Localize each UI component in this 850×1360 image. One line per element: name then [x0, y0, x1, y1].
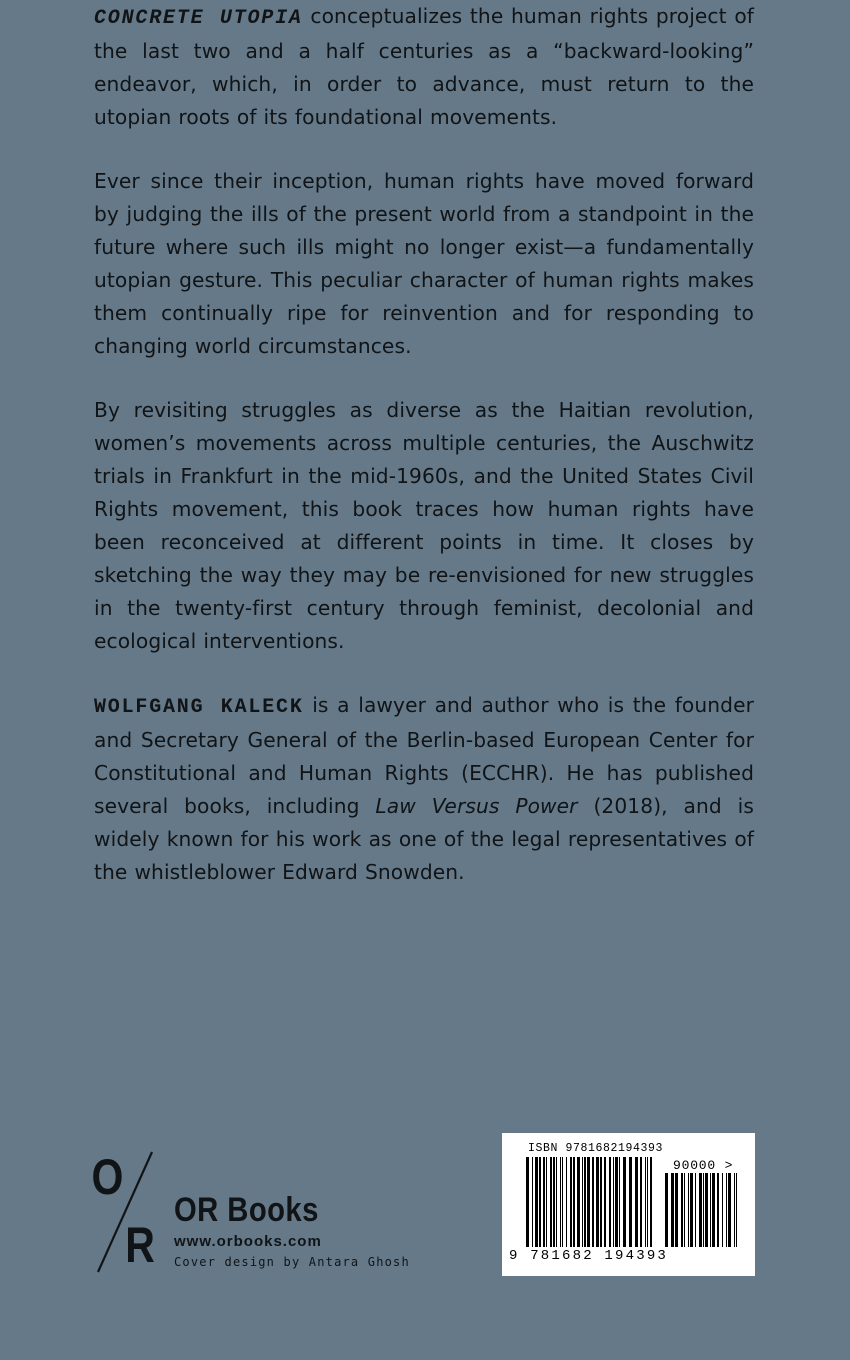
barcode-stripe — [722, 1173, 723, 1247]
or-books-logo — [90, 1150, 160, 1274]
barcode-stripe — [736, 1173, 737, 1247]
barcode-stripe — [535, 1157, 538, 1247]
barcode-stripe — [570, 1157, 572, 1247]
barcode-stripe — [623, 1157, 626, 1247]
barcode-stripe — [688, 1173, 689, 1247]
barcode-stripe — [596, 1157, 599, 1247]
cover-design-credit: Cover design by Antara Ghosh — [174, 1255, 410, 1269]
blurb-paragraph-2 — [94, 165, 754, 363]
blurb-paragraph-3 — [94, 394, 754, 658]
barcode-stripe — [717, 1173, 719, 1247]
isbn-barcode — [502, 1133, 755, 1276]
barcode-stripe — [543, 1157, 545, 1247]
author-name-lead: WOLFGANG KALECK — [94, 696, 304, 719]
blurb-text-1: conceptualizes the human rights project of the last two and a half centuries as a “backward-looking” endeavor, which, in order to advance, must return to the utopian roots of its foundational movements. — [94, 4, 754, 129]
barcode-stripe — [645, 1157, 646, 1247]
barcode-stripe — [665, 1173, 668, 1247]
barcode-stripe — [695, 1173, 696, 1247]
author-bio-text-after: (2018), and is widely known for his work as one of the legal representatives of the whistleblower Edward Snowden. — [94, 794, 754, 884]
barcode-stripe — [600, 1157, 602, 1247]
barcode-stripe — [562, 1157, 563, 1247]
barcode-stripe — [705, 1173, 708, 1247]
barcode-stripe — [584, 1157, 586, 1247]
barcode-stripe — [592, 1157, 594, 1247]
barcode-stripe — [587, 1157, 590, 1247]
blurb-text-3: By revisiting struggles as diverse as the Haitian revolution, women’s movements across multiple centuries, the Auschwitz trials in Frankfurt in the mid-1960s, and the United States Civil Rights movement, this book traces how human rights have been reconceived at different points in time. It closes by sketching the way they may be re-envisioned for new struggles in the twenty-first century through feminist, decolonial and ecological interventions. — [94, 398, 754, 653]
barcode-stripe — [566, 1157, 567, 1247]
barcode-stripe — [650, 1157, 652, 1247]
price-code-label: 90000 > — [673, 1158, 734, 1173]
barcode-stripe — [577, 1157, 580, 1247]
barcode-stripe — [640, 1157, 642, 1247]
barcode-stripe — [556, 1157, 557, 1247]
author-bio — [94, 689, 754, 889]
barcode-stripe — [526, 1157, 529, 1247]
barcode-stripe — [619, 1157, 620, 1247]
barcode-stripe — [553, 1157, 555, 1247]
barcode-stripe — [546, 1157, 547, 1247]
blurb-text-2: Ever since their inception, human rights have moved forward by judging the ills of the present world from a standpoint in the future where such ills might no longer exist—a fundamentally utopian gesture. This peculiar character of human rights makes them continually ripe for reinvention and for responding to changing world circumstances. — [94, 169, 754, 358]
barcode-stripe — [532, 1157, 533, 1247]
barcode-stripe — [684, 1173, 685, 1247]
barcode-stripe — [726, 1173, 727, 1247]
barcode-stripe — [675, 1173, 678, 1247]
book-title-lead: CONCRETE UTOPIA — [94, 7, 303, 30]
barcode-stripe — [573, 1157, 575, 1247]
barcode-stripe — [615, 1157, 618, 1247]
barcode-stripe — [550, 1157, 552, 1247]
barcode-stripe — [609, 1157, 611, 1247]
barcode-stripe — [728, 1173, 731, 1247]
barcode-stripe — [710, 1173, 711, 1247]
barcode-stripe — [734, 1173, 735, 1247]
isbn-label: ISBN 9781682194393 — [528, 1142, 664, 1155]
barcode-stripe — [703, 1173, 704, 1247]
barcode-stripe — [582, 1157, 583, 1247]
barcode-stripe — [604, 1157, 606, 1247]
barcode-stripe — [681, 1173, 683, 1247]
barcode-stripe — [539, 1157, 541, 1247]
barcode-stripe — [560, 1157, 561, 1247]
logo-letter-r: R — [125, 1217, 155, 1273]
barcode-stripe — [671, 1173, 674, 1247]
logo-letter-o: O — [91, 1149, 124, 1205]
barcode-stripe — [647, 1157, 648, 1247]
isbn-digits: 9 781682 194393 — [509, 1248, 669, 1264]
barcode-stripe — [690, 1173, 693, 1247]
barcode-stripe — [699, 1173, 702, 1247]
barcode-stripe — [712, 1173, 715, 1247]
blurb-paragraph-1 — [94, 0, 754, 134]
publisher-url: www.orbooks.com — [174, 1233, 322, 1250]
back-cover-text — [94, 0, 754, 920]
barcode-stripe — [629, 1157, 632, 1247]
publisher-name: OR Books — [174, 1191, 319, 1229]
barcode-stripe — [635, 1157, 638, 1247]
author-bio-text-before: is a lawyer and author who is the founder and Secretary General of the Berlin-based European Center for Constitutional and Human Rights (ECCHR). He has published several books, including — [94, 693, 755, 818]
barcode-stripe — [613, 1157, 614, 1247]
author-book-title: Law Versus Power — [375, 794, 578, 818]
